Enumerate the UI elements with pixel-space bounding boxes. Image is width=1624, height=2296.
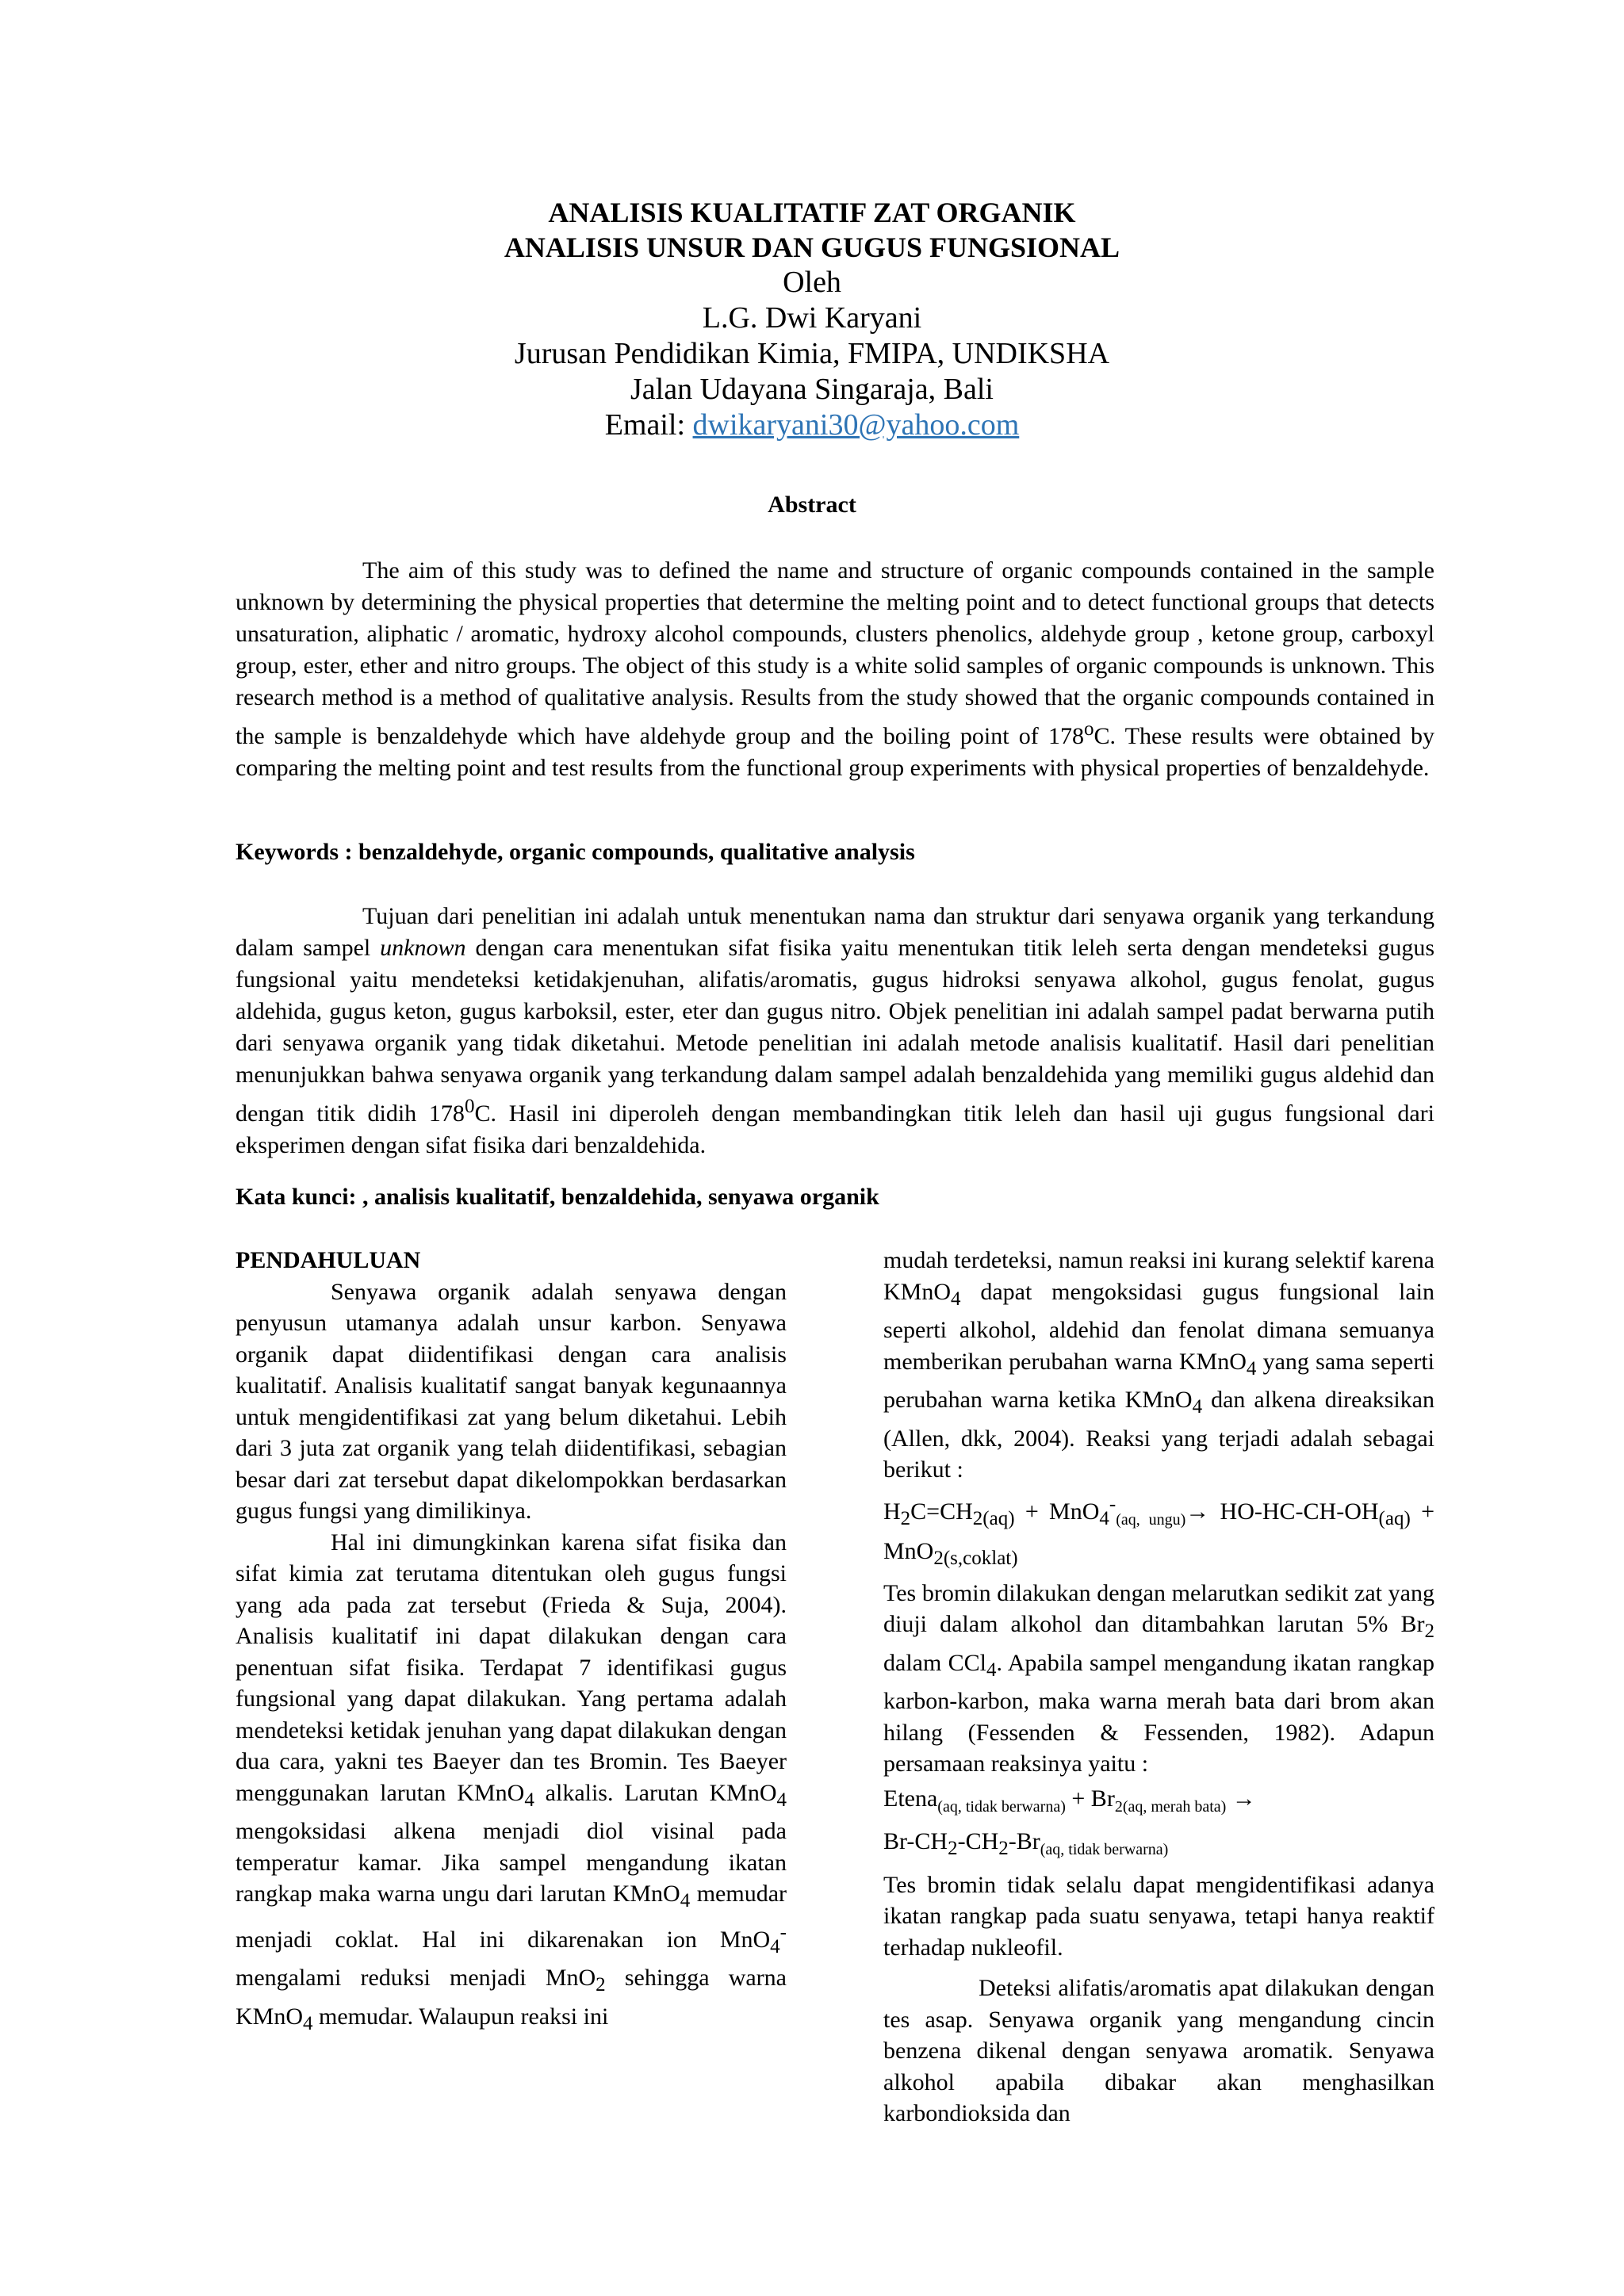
right-column <box>883 1245 1434 2130</box>
abstrak-paragraph <box>236 901 1434 1161</box>
email-link[interactable]: dwikaryani30@yahoo.com <box>692 408 1020 442</box>
paper-title-line-1: ANALISIS KUALITATIF ZAT ORGANIK <box>548 197 1076 228</box>
paper-header <box>0 195 1624 443</box>
abstract-paragraph <box>236 555 1434 784</box>
author-department: Jurusan Pendidikan Kimia, FMIPA, UNDIKSHA <box>514 337 1110 370</box>
author-address: Jalan Udayana Singaraja, Bali <box>630 373 994 406</box>
unknown-italic: unknown <box>380 935 466 961</box>
intro-paragraph-2: Hal ini dimungkinkan karena sifat fisika dan sifat kimia zat terutama ditentukan oleh gugus fungsi yang ada pada zat tersebut (Frieda & Suja, 2004). Analisis kualitatif ini dapat dilakukan dengan cara penentuan sifat fisika. Terdapat 7 identifikasi gugus fungsional yang dapat dilakukan. Yang pertama adalah mendeteksi ketidak jenuhan yang dapat dilakukan dengan dua cara, yakni tes Baeyer dan tes Bromin. Tes Baeyer menggunakan larutan KMnO$_4$ alkalis. Larutan KMnO$_4$ mengoksidasi alkena menjadi diol visinal pada temperatur kamar. Jika sampel mengandung ikatan rangkap maka warna ungu dari larutan KMnO$_4$ memudar menjadi coklat. Hal ini dikarenakan ion MnO$_4$- mengalami reduksi menjadi MnO$_2$ sehingga warna KMnO$_4$ memudar. Walaupun reaksi ini <box>236 1529 787 2034</box>
abstract-text-1: The aim of this study was to defined the name and structure of organic compounds contained in the sample unknown by determining the physical properties that determine the melting point and to detect functional groups that detects unsaturation, aliphatic / aromatic, hydroxy alcohol compounds, clusters phenolics, aldehyde group , ketone group, carboxyl group, ester, ether and nitro groups. The object of this study is a white solid samples of organic compounds is unknown. This research method is a method of qualitative analysis. Results from the study showed that the organic compounds contained in the sample is benzaldehyde which have aldehyde group and the boiling point of 178 <box>236 557 1434 749</box>
degree-superscript: o <box>1083 718 1094 740</box>
abstract-heading: Abstract <box>768 492 856 518</box>
abstract-keywords: Keywords : benzaldehyde, organic compounds, qualitative analysis <box>236 839 915 865</box>
paper-title-line-2: ANALISIS UNSUR DAN GUGUS FUNGSIONAL <box>504 232 1120 263</box>
abstrak-text-1: Tujuan dari penelitian ini adalah untuk menentukan nama dan struktur dari senyawa organik yang terkandung dalam sampel <box>236 903 1434 961</box>
abstrak-text-2: dengan cara menentukan sifat fisika yaitu menentukan titik leleh serta dengan mendeteksi gugus fungsional yaitu mendeteksi ketidakjenuhan, alifatis/aromatis, gugus hidroksi senyawa alkohol, gugus fenolat, gugus aldehida, gugus keton, gugus karboksil, ester, eter dan gugus nitro. Objek penelitian ini adalah sampel padat berwarna putih dari senyawa organik yang tidak diketahui. Metode penelitian ini adalah metode analisis kualitatif. Hasil dari penelitian menunjukkan bahwa senyawa organik yang terkandung dalam sampel adalah benzaldehida yang memiliki gugus aldehid dan dengan titik didih 178 <box>236 935 1435 1127</box>
abstract-body <box>236 555 1434 784</box>
arrow-icon: → <box>1231 1785 1256 1812</box>
reaction-equation-1: $H_2C=CH_{2(aq)} + MnO_4^-_{(aq, ungu)}\to HO-HC-CH-OH_{(aq)} + MnO_{2(s,coklat)}$ <box>883 1493 1435 1569</box>
abstrak-text-3: C. Hasil ini diperoleh dengan membandingkan titik leleh dan hasil uji gugus fungsional dari eksperimen dengan sifat fisika dari benzaldehida. <box>236 1100 1434 1158</box>
email-label: Email: <box>604 408 686 442</box>
reaction-equation-3: $Br-CH_2-CH_2-Br_{(aq, tidak berwarna)}$ <box>883 1828 1169 1859</box>
section-title-pendahuluan: PENDAHULUAN <box>236 1247 421 1273</box>
degree-superscript-2: 0 <box>464 1096 475 1117</box>
abstrak-keywords: Kata kunci: , analisis kualitatif, benzaldehida, senyawa organik <box>236 1184 879 1210</box>
by-line: Oleh <box>783 266 841 299</box>
left-column <box>236 1245 787 2039</box>
bromin-note-paragraph: Tes bromin tidak selalu dapat mengidentifikasi adanya ikatan rangkap pada suatu senyawa, tetapi hanya reaktif terhadap nukleofil. <box>883 1871 1434 1961</box>
author-email-line <box>0 408 1624 443</box>
abstract-text-2: C. These results were obtained by comparing the melting point and test results from the functional group experiments with physical properties of benzaldehyde. <box>236 723 1434 781</box>
bromin-paragraph: Tes bromin dilakukan dengan melarutkan sedikit zat yang diuji dalam alkohol dan ditambahkan larutan 5% $Br_2$ dalam CCl$_4$. Apabila sampel mengandung ikatan rangkap karbon-karbon, maka warna merah bata dari brom akan hilang (Fessenden & Fessenden, 1982). Adapun persamaan reaksinya yaitu : <box>883 1579 1434 1777</box>
author-name: L.G. Dwi Karyani <box>702 301 922 335</box>
baeyer-paragraph-cont: mudah terdeteksi, namun reaksi ini kurang selektif karena KMnO$_4$ dapat mengoksidasi gugus fungsional lain seperti alkohol, aldehid dan fenolat dimana semuanya memberikan perubahan warna KMnO$_4$ yang sama seperti perubahan warna ketika KMnO$_4$ dan alkena direaksikan (Allen, dkk, 2004). Reaksi yang terjadi adalah sebagai berikut : <box>883 1247 1434 1483</box>
reaction-equation-2: Etena$_{(aq, tidak berwarna)}$ + $Br_{2(aq, merah bata)}$ → <box>883 1785 1256 1816</box>
intro-paragraph-1: Senyawa organik adalah senyawa dengan penyusun utamanya adalah unsur karbon. Senyawa organik dapat diidentifikasi dengan cara analisis kualitatif. Analisis kualitatif sangat banyak kegunaannya untuk mengidentifikasi zat yang belum diketahui. Lebih dari 3 juta zat organik yang telah diidentifikasi, sebagian besar dari zat tersebut dapat dikelompokkan berdasarkan gugus fungsi yang dimilikinya. <box>236 1278 787 1524</box>
aromatic-paragraph: Deteksi alifatis/aromatis apat dilakukan dengan tes asap. Senyawa organik yang mengandung cincin benzena dikenal dengan senyawa aromatik. Senyawa alkohol apabila dibakar akan menghasilkan karbondioksida dan <box>883 1975 1434 2126</box>
abstrak-body <box>236 901 1434 1161</box>
